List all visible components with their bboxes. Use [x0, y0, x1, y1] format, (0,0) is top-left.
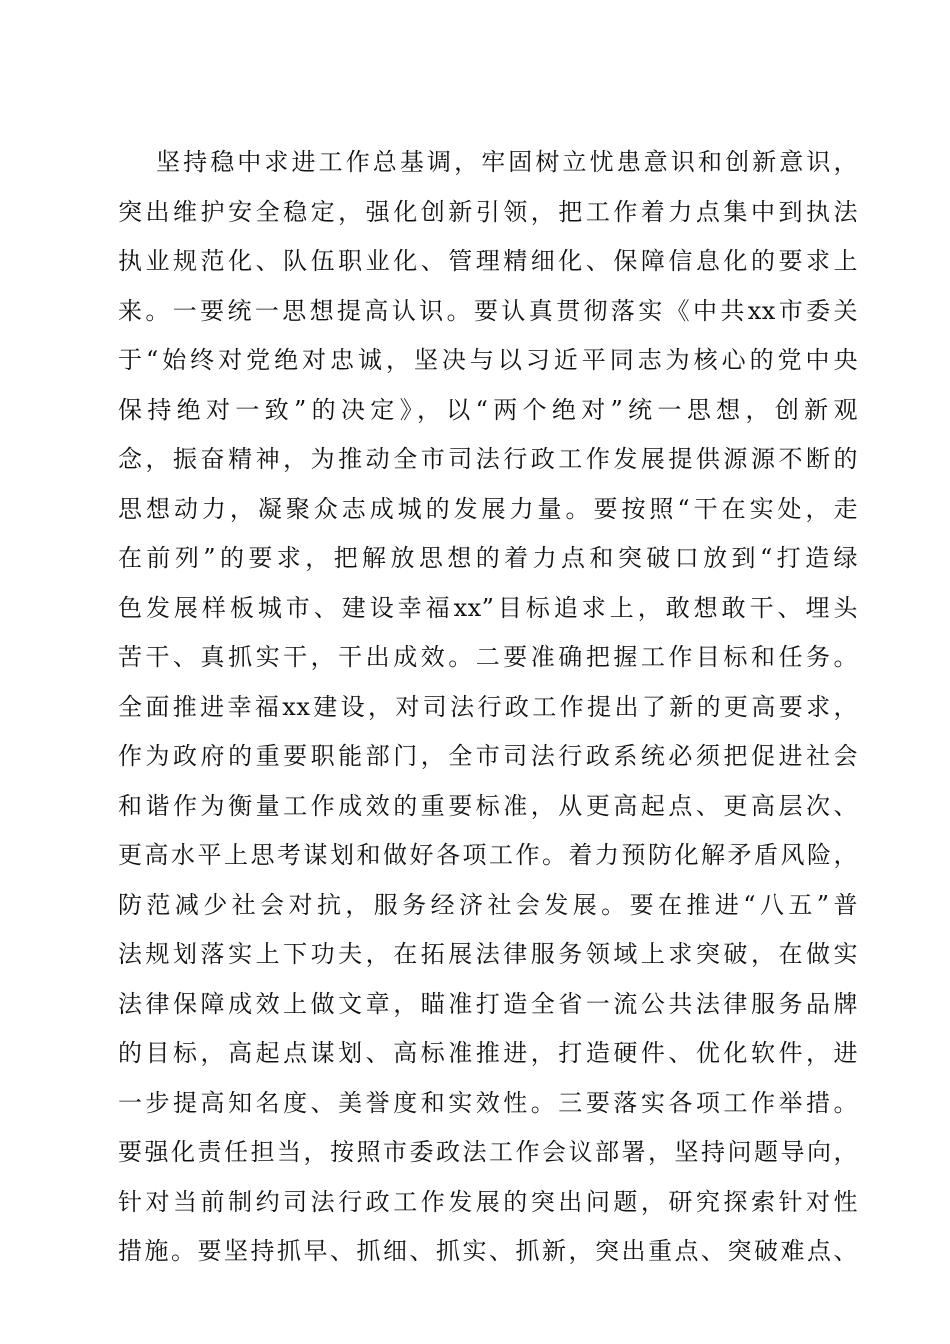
paragraph-line: 苦干、真抓实干，干出成效。二要准确把握工作目标和任务。	[118, 643, 858, 671]
paragraph-line: 要强化责任担当，按照市委政法工作会议部署，坚持问题导向，	[118, 1138, 858, 1166]
paragraph-line: 思想动力，凝聚众志成城的发展力量。要按照“干在实处，走	[118, 494, 858, 523]
paragraph-line: 色发展样板城市、建设幸福xx”目标追求上，敢想敢干、埋头	[118, 593, 858, 622]
paragraph-line: 的目标，高起点谋划、高标准推进，打造硬件、优化软件，进	[118, 1039, 858, 1067]
paragraph-line: 于“始终对党绝对忠诚，坚决与以习近平同志为核心的党中央	[118, 346, 858, 374]
paragraph-line: 措施。要坚持抓早、抓细、抓实、抓新，突出重点、突破难点、	[118, 1237, 858, 1265]
paragraph-line: 突出维护安全稳定，强化创新引领，把工作着力点集中到执法	[118, 197, 858, 226]
paragraph-line: 全面推进幸福xx建设，对司法行政工作提出了新的更高要求，	[118, 692, 858, 721]
paragraph-line: 防范减少社会对抗，服务经济社会发展。要在推进“八五”普	[118, 890, 858, 919]
paragraph-line: 在前列”的要求，把解放思想的着力点和突破口放到“打造绿	[118, 544, 858, 572]
paragraph-line: 保持绝对一致”的决定》，以“两个绝对”统一思想，创新观	[118, 395, 858, 424]
paragraph-line: 针对当前制约司法行政工作发展的突出问题，研究探索针对性	[118, 1187, 858, 1216]
paragraph-line: 执业规范化、队伍职业化、管理精细化、保障信息化的要求上	[118, 247, 858, 275]
paragraph-line: 来。一要统一思想提高认识。要认真贯彻落实《中共xx市委关	[118, 296, 858, 325]
paragraph-line: 一步提高知名度、美誉度和实效性。三要落实各项工作举措。	[118, 1088, 858, 1117]
paragraph-line: 坚持稳中求进工作总基调，牢固树立忧患意识和创新意识，	[156, 148, 858, 176]
paragraph-line: 更高水平上思考谋划和做好各项工作。着力预防化解矛盾风险，	[118, 841, 858, 869]
paragraph-line: 法规划落实上下功夫，在拓展法律服务领域上求突破，在做实	[118, 940, 858, 968]
paragraph-line: 念，振奋精神，为推动全市司法行政工作发展提供源源不断的	[118, 445, 858, 473]
paragraph-line: 作为政府的重要职能部门，全市司法行政系统必须把促进社会	[118, 742, 858, 770]
paragraph-line: 和谐作为衡量工作成效的重要标准，从更高起点、更高层次、	[118, 791, 858, 820]
body-paragraph	[118, 138, 858, 1277]
paragraph-line: 法律保障成效上做文章，瞄准打造全省一流公共法律服务品牌	[118, 989, 858, 1018]
